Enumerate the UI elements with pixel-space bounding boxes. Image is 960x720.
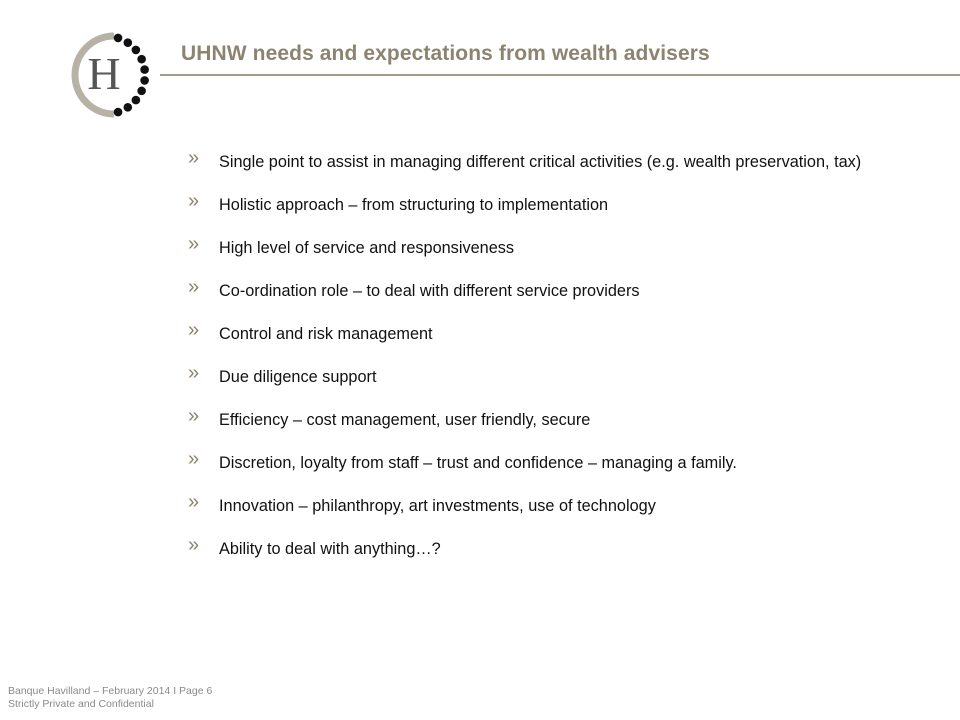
- logo-dot: [124, 38, 133, 47]
- bullet-list: [188, 148, 868, 578]
- footer-confidentiality: Strictly Private and Confidential: [8, 698, 154, 710]
- page-footer: [8, 685, 212, 711]
- logo-dot: [114, 108, 123, 117]
- logo-dot: [137, 87, 146, 96]
- bullet-text: Control and risk management: [219, 325, 433, 343]
- bullet-text: Holistic approach – from structuring to implementation: [219, 196, 609, 214]
- bullet-item: [188, 277, 868, 306]
- bullet-text: Efficiency – cost management, user friendly, secure: [219, 411, 591, 429]
- bullet-item: [188, 535, 868, 564]
- logo-dot: [132, 46, 141, 55]
- bullet-text: Innovation – philanthropy, art investments, use of technology: [219, 497, 656, 515]
- page-title: UHNW needs and expectations from wealth advisers: [181, 42, 710, 65]
- logo-dot: [124, 103, 133, 112]
- title-divider: [160, 74, 960, 76]
- bullet-item: [188, 148, 868, 177]
- bullet-item: [188, 449, 868, 478]
- bullet-marker-icon: »: [188, 190, 200, 212]
- logo-dot: [140, 76, 149, 85]
- bullet-item: [188, 234, 868, 263]
- logo-dot: [114, 34, 123, 43]
- bullet-marker-icon: »: [188, 319, 200, 341]
- bullet-text: Due diligence support: [219, 368, 377, 386]
- bullet-item: [188, 363, 868, 392]
- bullet-marker-icon: »: [188, 147, 200, 169]
- logo-mark-icon: [54, 26, 158, 124]
- logo-dot: [137, 55, 146, 64]
- bullet-marker-icon: »: [188, 362, 200, 384]
- bullet-text: Discretion, loyalty from staff – trust and confidence – managing a family.: [219, 454, 737, 472]
- bullet-text: Ability to deal with anything…?: [219, 540, 441, 558]
- bullet-marker-icon: »: [188, 233, 200, 255]
- logo-dot: [140, 65, 149, 74]
- bullet-item: [188, 406, 868, 435]
- footer-page-info: Banque Havilland – February 2014 I Page 6: [8, 685, 213, 697]
- bullet-item: [188, 492, 868, 521]
- company-logo: [54, 26, 158, 124]
- bullet-item: [188, 320, 868, 349]
- bullet-marker-icon: »: [188, 276, 200, 298]
- bullet-item: [188, 191, 868, 220]
- bullet-text: High level of service and responsiveness: [219, 239, 515, 257]
- bullet-marker-icon: »: [188, 405, 200, 427]
- logo-letter: H: [87, 48, 121, 99]
- logo-dot: [132, 96, 141, 105]
- bullet-marker-icon: »: [188, 534, 200, 556]
- bullet-marker-icon: »: [188, 491, 200, 513]
- bullet-text: Single point to assist in managing different critical activities (e.g. wealth preservation, tax): [219, 153, 862, 171]
- bullet-text: Co-ordination role – to deal with different service providers: [219, 282, 640, 300]
- bullet-marker-icon: »: [188, 448, 200, 470]
